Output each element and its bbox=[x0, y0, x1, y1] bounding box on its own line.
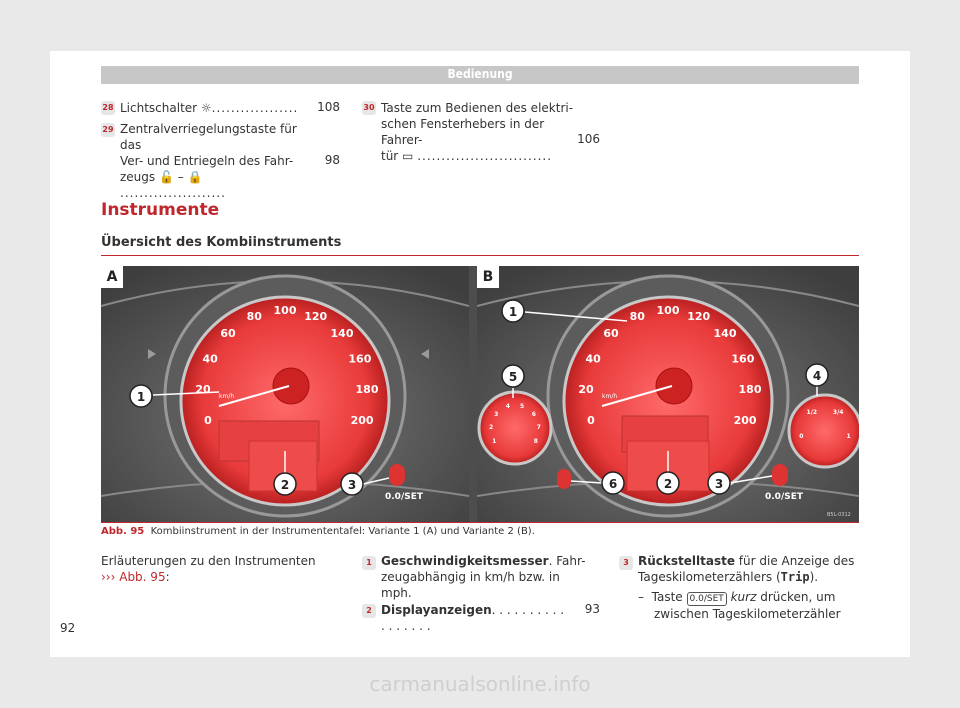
toc-text: tür ▭ bbox=[381, 149, 414, 163]
rpm-tick-label: 8 bbox=[533, 438, 538, 445]
item-badge-3: 3 bbox=[619, 556, 633, 570]
speed-tick-label: 20 bbox=[578, 383, 594, 397]
xref-link[interactable]: Abb. 95 bbox=[119, 570, 166, 584]
trip-label: Trip bbox=[780, 570, 810, 584]
speed-tick-label: 0 bbox=[204, 414, 212, 427]
rpm-tick-label: 2 bbox=[489, 424, 494, 432]
svg-text:3: 3 bbox=[714, 477, 724, 491]
speed-tick-label: 120 bbox=[304, 310, 328, 323]
toc-dots: ...................... bbox=[120, 186, 226, 200]
watermark: carmanualsonline.info bbox=[369, 672, 591, 696]
item1-text: . Fahr- bbox=[548, 554, 586, 568]
item1-line2: zeugabhängig in km/h bzw. in bbox=[381, 570, 560, 584]
section-title: Instrumente bbox=[101, 200, 220, 220]
speed-tick-label: 160 bbox=[731, 352, 755, 366]
rpm-tick-label: 3 bbox=[494, 411, 499, 418]
unit-label: km/h bbox=[219, 393, 235, 400]
toc-entry-28[interactable] bbox=[120, 100, 310, 116]
rpm-tick-label: 6 bbox=[531, 411, 536, 418]
page-number: 92 bbox=[60, 621, 76, 635]
svg-text:2: 2 bbox=[663, 477, 673, 491]
speed-tick-label: 80 bbox=[246, 310, 262, 323]
panel-b bbox=[477, 266, 859, 522]
speed-tick-label: 120 bbox=[687, 310, 711, 323]
panel-a bbox=[101, 266, 469, 522]
list-dash: – bbox=[638, 590, 644, 604]
svg-text:1: 1 bbox=[508, 305, 518, 319]
rpm-tick-label: 7 bbox=[536, 424, 541, 432]
fuel-tick-label: 3/4 bbox=[832, 408, 844, 416]
speed-tick-label: 0 bbox=[587, 414, 595, 427]
reset-label: 0.0/SET bbox=[385, 492, 423, 502]
toc-text: schen Fensterhebers in der Fahrer- bbox=[381, 117, 545, 147]
image-code: B5L-0312 bbox=[827, 512, 851, 518]
svg-text:6: 6 bbox=[608, 477, 618, 491]
reset-key-icon: 0.0/SET bbox=[687, 592, 727, 606]
item1-line3: mph. bbox=[381, 586, 412, 600]
header-title: Bedienung bbox=[447, 67, 513, 81]
item-badge-1: 1 bbox=[362, 556, 376, 570]
body-intro bbox=[101, 553, 331, 585]
svg-text:5: 5 bbox=[508, 370, 518, 384]
caption-text: Kombiinstrument in der Instrumententafel: Variante 1 (A) und Variante 2 (B). bbox=[150, 526, 535, 537]
panel-a-label: A bbox=[101, 266, 123, 288]
speed-tick-label: 60 bbox=[603, 327, 619, 340]
intro-colon: : bbox=[165, 570, 170, 584]
section-subtitle: Übersicht des Kombiinstruments bbox=[101, 235, 342, 250]
toc-text: Zentralverriegelungstaste für das bbox=[120, 122, 297, 152]
toc-dots: .................. bbox=[211, 101, 299, 115]
toc-text: Lichtschalter ☼ bbox=[120, 101, 212, 115]
reset-knob bbox=[772, 464, 788, 486]
section-rule bbox=[101, 255, 859, 256]
reset-label: 0.0/SET bbox=[765, 492, 803, 502]
toc-badge-30: 30 bbox=[362, 101, 376, 115]
toc-text: Ver- und Entriegeln des Fahr- bbox=[120, 154, 294, 168]
item3-line3: drücken, um bbox=[760, 590, 836, 604]
item-2 bbox=[381, 602, 571, 634]
speed-tick-label: 100 bbox=[273, 304, 297, 317]
item3-title: Rückstelltaste bbox=[638, 554, 735, 568]
reset-knob bbox=[389, 464, 405, 486]
speed-tick-label: 160 bbox=[348, 352, 372, 366]
item3-line2: Tageskilometerzählers ( bbox=[638, 570, 781, 584]
speed-tick-label: 80 bbox=[629, 310, 645, 323]
toc-entry-29[interactable] bbox=[120, 121, 310, 201]
toc-dots: ............................ bbox=[417, 149, 553, 163]
panel-b-label: B bbox=[477, 266, 499, 288]
speed-tick-label: 180 bbox=[738, 383, 762, 397]
svg-text:4: 4 bbox=[812, 369, 822, 383]
unit-label: km/h bbox=[602, 393, 618, 400]
speed-tick-label: 200 bbox=[733, 414, 757, 427]
toc-badge-28: 28 bbox=[101, 101, 115, 115]
intro-text: Erläuterungen zu den Instrumenten bbox=[101, 554, 316, 568]
toc-text: Taste zum Bedienen des elektri- bbox=[381, 101, 574, 115]
toc-badge-29: 29 bbox=[101, 123, 115, 137]
figure-caption bbox=[101, 522, 859, 541]
toc-text: zeugs 🔓 – 🔒 bbox=[120, 170, 203, 184]
speed-tick-label: 100 bbox=[656, 304, 680, 317]
item-badge-2: 2 bbox=[362, 604, 376, 618]
caption-label: Abb. 95 bbox=[101, 526, 145, 537]
item3-text: für die Anzeige des bbox=[734, 554, 855, 568]
item3-line4: zwischen Tageskilometerzähler bbox=[654, 607, 841, 621]
svg-text:3: 3 bbox=[347, 478, 357, 492]
fuel-gauge-dial bbox=[789, 395, 859, 467]
speed-tick-label: 60 bbox=[220, 327, 236, 340]
rpm-tick-label: 5 bbox=[520, 403, 525, 411]
speed-tick-label: 200 bbox=[350, 414, 374, 427]
panel-a-drawing bbox=[101, 266, 469, 522]
item2-title: Displayanzeigen bbox=[381, 603, 492, 617]
xref-arrow: ››› bbox=[101, 570, 116, 584]
toc-page-29: 98 bbox=[324, 153, 340, 167]
item2-dots: . . . . . . . . . . . . . . . . . bbox=[381, 603, 565, 633]
item-3 bbox=[638, 553, 860, 622]
speed-tick-label: 140 bbox=[713, 327, 737, 340]
speed-tick-label: 20 bbox=[195, 383, 211, 397]
panel-b-drawing bbox=[477, 266, 859, 522]
toc-page-30: 106 bbox=[577, 132, 600, 146]
fuel-tick-label: 0 bbox=[799, 433, 804, 441]
speed-tick-label: 40 bbox=[585, 352, 601, 366]
item-1 bbox=[381, 553, 601, 601]
item2-page: 93 bbox=[584, 602, 600, 616]
item3-taste: Taste bbox=[651, 590, 683, 604]
rpm-tick-label: 1 bbox=[492, 438, 497, 445]
speed-tick-label: 40 bbox=[202, 352, 218, 366]
reset-knob-left bbox=[557, 469, 571, 489]
fuel-tick-label: 1 bbox=[846, 433, 851, 441]
svg-text:2: 2 bbox=[280, 478, 290, 492]
item3-kurz: kurz bbox=[730, 590, 757, 604]
speed-tick-label: 180 bbox=[355, 383, 379, 397]
toc-entry-30[interactable] bbox=[381, 100, 576, 164]
item1-title: Geschwindigkeitsmesser bbox=[381, 554, 549, 568]
speed-tick-label: 140 bbox=[330, 327, 354, 340]
fuel-tick-label: 1/2 bbox=[806, 408, 818, 416]
item3-line2-end: ). bbox=[809, 570, 819, 584]
page-header bbox=[101, 66, 859, 84]
toc-page-28: 108 bbox=[317, 100, 340, 114]
rpm-tick-label: 4 bbox=[505, 403, 510, 411]
figure-instrument-cluster bbox=[101, 266, 859, 522]
svg-text:1: 1 bbox=[136, 390, 146, 404]
